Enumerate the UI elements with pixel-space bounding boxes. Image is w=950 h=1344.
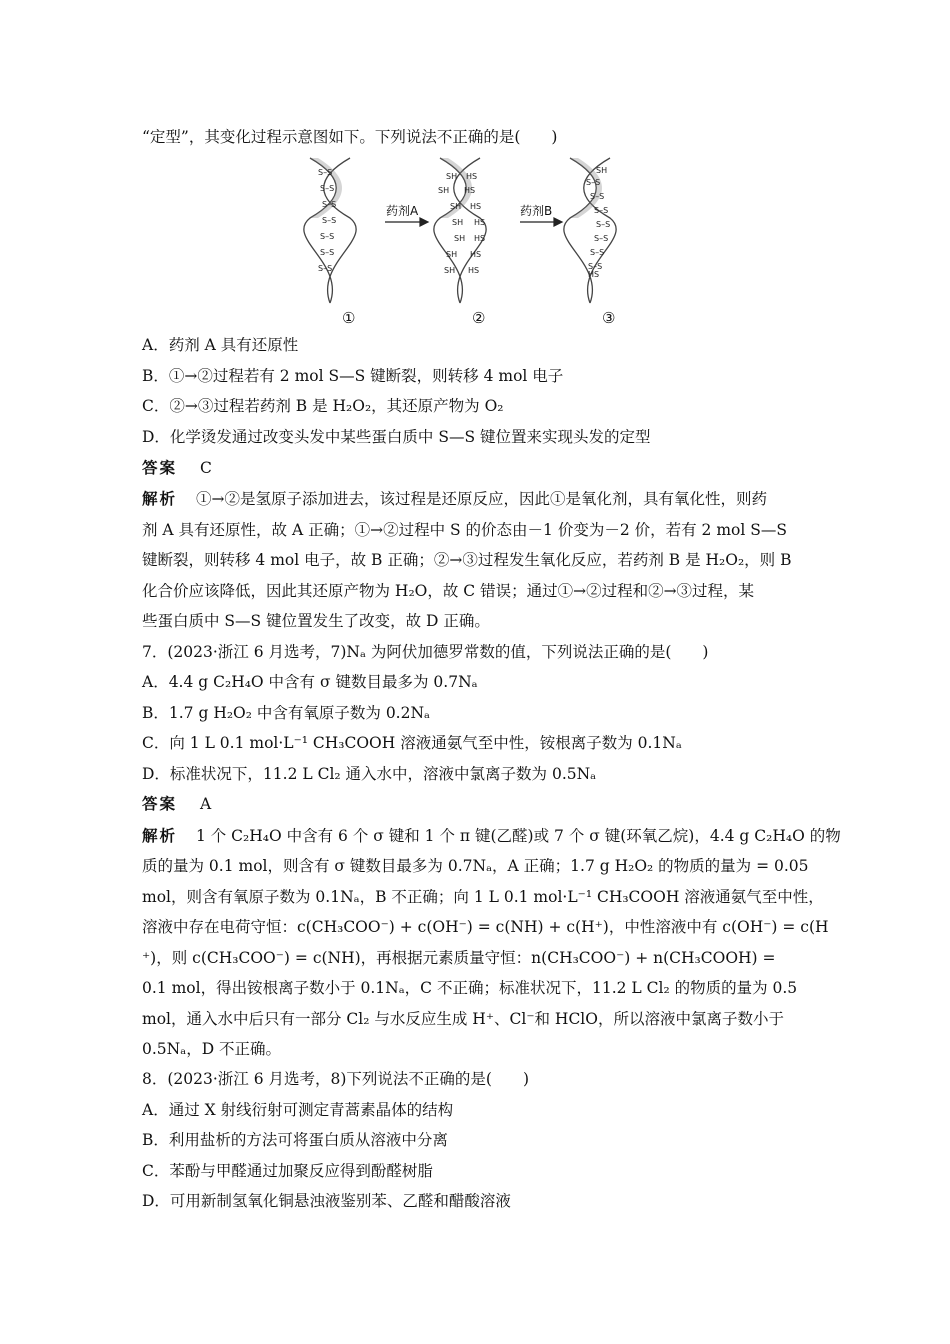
q6-option-c: C．②→③过程若药剂 B 是 H₂O₂，其还原产物为 O₂ [142, 397, 504, 415]
svg-text:SH: SH [454, 234, 466, 243]
q8-option-d: D．可用新制氢氧化铜悬浊液鉴别苯、乙醛和醋酸溶液 [142, 1192, 511, 1210]
svg-text:SH: SH [450, 202, 462, 211]
svg-text:HS: HS [474, 234, 486, 243]
question-intro: “定型”，其变化过程示意图如下。下列说法不正确的是( ) [142, 128, 558, 146]
svg-text:HS: HS [474, 218, 486, 227]
q6-analysis-line-1: 解析 ①→②是氢原子添加进去，该过程是还原反应，因此①是氧化剂，具有氧化性，则药 [142, 490, 767, 508]
q7-answer [142, 794, 211, 814]
q6-analysis-line-5: 些蛋白质中 S—S 键位置发生了改变，故 D 正确。 [142, 612, 490, 630]
svg-text:HS: HS [466, 172, 478, 181]
q7-stem: 7．(2023·浙江 6 月选考，7)Nₐ 为阿伏加德罗常数的值，下列说法正确的是( ) [142, 643, 709, 661]
svg-text:S–S: S–S [594, 206, 609, 215]
svg-text:S–S: S–S [588, 262, 603, 271]
q7-analysis-line-8: 0.5Nₐ，D 不正确。 [142, 1040, 282, 1058]
q7-analysis-line-5: ⁺)，则 c(CH₃COO⁻) = c(NH)，再根据元素质量守恒：n(CH₃COO⁻) + n(CH₃COOH) = [142, 949, 776, 967]
svg-text:HS: HS [588, 270, 600, 279]
q7-option-d: D．标准状况下，11.2 L Cl₂ 通入水中，溶液中氯离子数为 0.5Nₐ [142, 765, 597, 783]
svg-text:SH: SH [452, 218, 464, 227]
q7-analysis-line-2: 质的量为 0.1 mol，则含有 σ 键数目最多为 0.7Nₐ，A 正确；1.7 g H₂O₂ 的物质的量为 = 0.05 [142, 857, 809, 875]
svg-text:SH: SH [444, 266, 456, 275]
svg-text:SH: SH [438, 186, 450, 195]
answer-value: A [199, 795, 212, 813]
answer-label: 答案 [142, 459, 178, 477]
reagent-b-label: 药剂B [520, 204, 553, 218]
q6-analysis-line-3: 键断裂，则转移 4 mol 电子，故 B 正确；②→③过程发生氧化反应，若药剂 B 是 H₂O₂，则 B [142, 551, 792, 569]
svg-text:SH: SH [446, 172, 458, 181]
answer-value: C [199, 459, 212, 477]
q7-analysis-line-6: 0.1 mol，得出铵根离子数小于 0.1Nₐ，C 不正确；标准状况下，11.2 L Cl₂ 的物质的量为 0.5 [142, 979, 798, 997]
figure-label-1: ① [342, 309, 356, 327]
q6-option-b: B．①→②过程若有 2 mol S—S 键断裂，则转移 4 mol 电子 [142, 367, 564, 385]
svg-text:S–S: S–S [320, 232, 335, 241]
q7-analysis-line-4: 溶液中存在电荷守恒：c(CH₃COO⁻) + c(OH⁻) = c(NH) + c(H⁺)，中性溶液中有 c(OH⁻) = c(H [142, 918, 829, 936]
svg-text:S–S: S–S [320, 184, 335, 193]
q6-option-d: D．化学烫发通过改变头发中某些蛋白质中 S—S 键位置来实现头发的定型 [142, 428, 651, 446]
svg-text:S–S: S–S [594, 234, 609, 243]
q7-analysis-line-3: mol，则含有氧原子数为 0.1Nₐ，B 不正确；向 1 L 0.1 mol·L⁻¹ CH₃COOH 溶液通氨气至中性， [142, 888, 824, 906]
q8-option-b: B．利用盐析的方法可将蛋白质从溶液中分离 [142, 1131, 448, 1149]
svg-text:S–S: S–S [320, 248, 335, 257]
svg-text:HS: HS [470, 202, 482, 211]
svg-text:S–S: S–S [586, 178, 601, 187]
svg-text:SH: SH [596, 166, 608, 175]
q7-option-a: A．4.4 g C₂H₄O 中含有 σ 键数目最多为 0.7Nₐ [142, 673, 478, 691]
svg-text:S–S: S–S [322, 200, 337, 209]
analysis-label: 解析 [142, 827, 178, 845]
q7-option-b: B．1.7 g H₂O₂ 中含有氧原子数为 0.2Nₐ [142, 704, 431, 722]
q7-analysis-line-1: 解析 1 个 C₂H₄O 中含有 6 个 σ 键和 1 个 π 键(乙醛)或 7 个 σ 键(环氧乙烷)，4.4 g C₂H₄O 的物 [142, 827, 841, 845]
analysis-label: 解析 [142, 490, 178, 508]
diagram-svg [290, 153, 670, 328]
q7-analysis-line-7: mol，通入水中后只有一部分 Cl₂ 与水反应生成 H⁺、Cl⁻和 HClO，所以溶液中氯离子数小于 [142, 1010, 784, 1028]
disulfide-bond-diagram [290, 153, 670, 328]
svg-text:S–S: S–S [318, 264, 333, 273]
svg-text:HS: HS [470, 250, 482, 259]
q8-stem: 8．(2023·浙江 6 月选考，8)下列说法不正确的是( ) [142, 1070, 530, 1088]
q8-option-c: C．苯酚与甲醛通过加聚反应得到酚醛树脂 [142, 1162, 433, 1180]
q6-analysis-line-4: 化合价应该降低，因此其还原产物为 H₂O，故 C 错误；通过①→②过程和②→③过程，某 [142, 582, 755, 600]
figure-label-2: ② [472, 309, 486, 327]
q8-option-a: A．通过 X 射线衍射可测定青蒿素晶体的结构 [142, 1101, 454, 1119]
svg-text:S–S: S–S [596, 220, 611, 229]
answer-label: 答案 [142, 795, 178, 813]
q6-option-a: A．药剂 A 具有还原性 [142, 336, 299, 354]
q6-answer [142, 458, 212, 478]
svg-text:S–S: S–S [318, 168, 333, 177]
svg-text:HS: HS [468, 266, 480, 275]
reagent-a-label: 药剂A [386, 204, 419, 218]
svg-text:S–S: S–S [590, 248, 605, 257]
figure-label-3: ③ [602, 309, 616, 327]
q7-option-c: C．向 1 L 0.1 mol·L⁻¹ CH₃COOH 溶液通氨气至中性，铵根离子数为 0.1Nₐ [142, 734, 682, 752]
svg-text:S–S: S–S [322, 216, 337, 225]
q6-analysis-line-2: 剂 A 具有还原性，故 A 正确；①→②过程中 S 的价态由－1 价变为－2 价，若有 2 mol S—S [142, 521, 788, 539]
svg-text:HS: HS [464, 186, 476, 195]
svg-text:SH: SH [446, 250, 458, 259]
svg-text:S–S: S–S [590, 192, 605, 201]
